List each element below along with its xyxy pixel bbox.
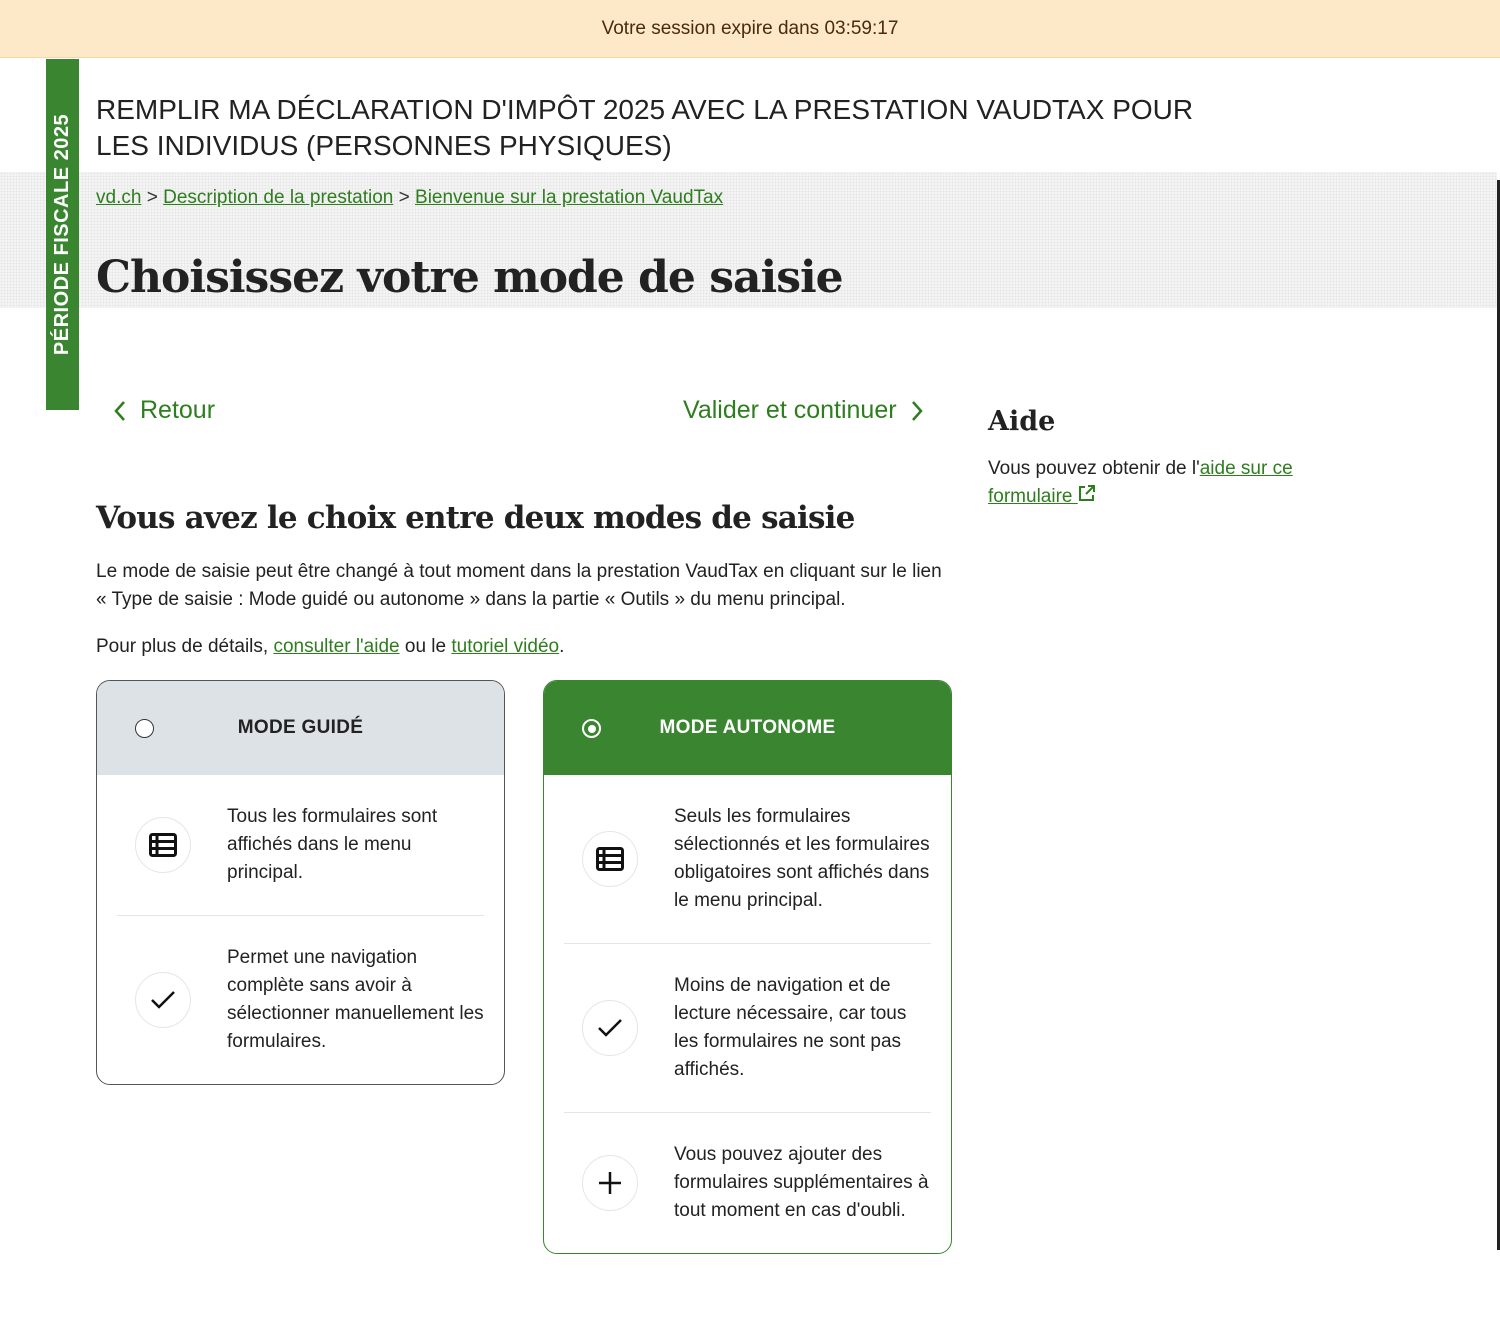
row-text: Seuls les formulaires sélectionnés et les formulaires obligatoires sont affichés dans le menu principal.	[674, 806, 930, 911]
help-paragraph	[96, 633, 956, 661]
help-link[interactable]: consulter l'aide	[273, 636, 400, 657]
period-label: PÉRIODE FISCALE 2025	[51, 113, 73, 356]
video-tutorial-link[interactable]: tutoriel vidéo	[451, 636, 560, 657]
plus-icon	[582, 1155, 638, 1211]
breadcrumb-sep: >	[146, 187, 158, 208]
chevron-right-icon	[909, 399, 925, 423]
mode-autonome-title: MODE AUTONOME	[659, 717, 836, 738]
check-icon	[135, 972, 191, 1028]
page-title: Choisissez votre mode de saisie	[96, 252, 843, 303]
list-item	[564, 775, 931, 944]
mode-guide-header[interactable]	[97, 681, 504, 775]
aide-link-label: aide sur ce formulaire	[988, 458, 1293, 507]
breadcrumb-bienvenue[interactable]: Bienvenue sur la prestation VaudTax	[415, 187, 724, 208]
list-item	[117, 916, 484, 1084]
mode-autonome-card[interactable]	[543, 680, 952, 1254]
session-text: Votre session expire dans 03:59:17	[601, 18, 899, 39]
row-text: Tous les formulaires sont affichés dans le menu principal.	[227, 806, 438, 883]
back-label: Retour	[140, 396, 216, 424]
text: Pour plus de détails,	[96, 636, 274, 657]
check-icon	[582, 1000, 638, 1056]
mode-autonome-radio[interactable]	[582, 719, 601, 738]
external-link-icon	[1078, 484, 1096, 502]
mode-autonome-header[interactable]	[544, 681, 951, 775]
continue-button[interactable]	[683, 396, 925, 425]
row-text: Permet une navigation complète sans avoir à sélectionner manuellement les formulaires.	[227, 947, 484, 1052]
breadcrumb-vd[interactable]: vd.ch	[96, 187, 142, 208]
aide-title: Aide	[988, 406, 1056, 437]
mode-guide-title: MODE GUIDÉ	[237, 717, 364, 738]
list-item	[117, 775, 484, 916]
breadcrumb-sep: >	[398, 187, 410, 208]
row-text: Vous pouvez ajouter des formulaires supplémentaires à tout moment en cas d'oubli.	[674, 1144, 929, 1221]
aide-text	[988, 455, 1328, 511]
aide-text-prefix: Vous pouvez obtenir de l'	[988, 458, 1200, 479]
breadcrumb	[96, 187, 723, 209]
row-text: Moins de navigation et de lecture nécessaire, car tous les formulaires ne sont pas affichés.	[674, 975, 907, 1080]
section-paragraph: Le mode de saisie peut être changé à tout moment dans la prestation VaudTax en cliquant sur le lien « Type de saisie : Mode guidé ou autonome » dans la partie « Outils » du menu principal.	[96, 561, 942, 610]
list-item	[564, 1113, 931, 1253]
mode-guide-radio[interactable]	[135, 719, 154, 738]
back-button[interactable]	[112, 396, 215, 425]
list-icon	[135, 817, 191, 873]
period-tab	[46, 59, 79, 410]
breadcrumb-description[interactable]: Description de la prestation	[163, 187, 394, 208]
session-banner	[0, 0, 1500, 58]
text: ou le	[399, 636, 452, 657]
continue-label: Valider et continuer	[683, 396, 897, 424]
app-title: REMPLIR MA DÉCLARATION D'IMPÔT 2025 AVEC LA PRESTATION VAUDTAX POUR LES INDIVIDUS (PERSONNES PHYSIQUES)	[96, 94, 1194, 161]
section-title: Vous avez le choix entre deux modes de saisie	[96, 500, 855, 536]
text: .	[559, 636, 565, 657]
mode-guide-card[interactable]	[96, 680, 505, 1085]
chevron-left-icon	[112, 399, 128, 423]
list-icon	[582, 831, 638, 887]
list-item	[564, 944, 931, 1113]
